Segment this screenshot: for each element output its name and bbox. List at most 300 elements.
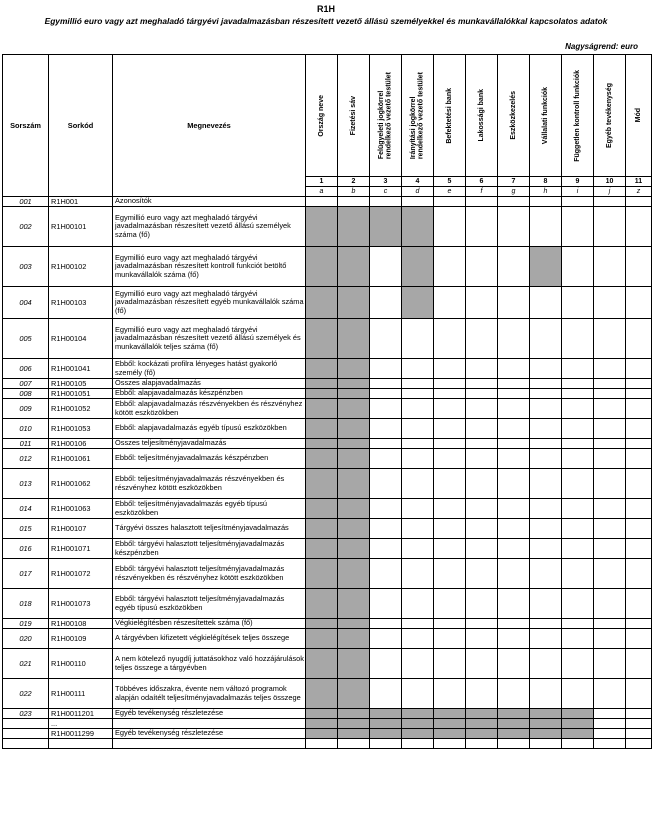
data-cell[interactable] xyxy=(626,719,652,729)
data-cell[interactable] xyxy=(498,399,530,419)
data-cell[interactable] xyxy=(370,739,402,749)
data-cell[interactable] xyxy=(402,439,434,449)
data-cell[interactable] xyxy=(530,287,562,319)
data-cell[interactable] xyxy=(626,319,652,359)
data-cell[interactable] xyxy=(594,319,626,359)
col-number: 6 xyxy=(466,177,498,187)
data-cell[interactable] xyxy=(498,287,530,319)
col-letter: d xyxy=(402,187,434,197)
data-cell[interactable] xyxy=(530,419,562,439)
data-cell[interactable] xyxy=(562,539,594,559)
row-sorkod: R1H00103 xyxy=(49,287,113,319)
table-row xyxy=(3,319,652,359)
data-cell[interactable] xyxy=(370,519,402,539)
data-cell[interactable] xyxy=(626,649,652,679)
data-cell[interactable] xyxy=(498,197,530,207)
data-cell[interactable] xyxy=(402,519,434,539)
data-cell[interactable] xyxy=(498,629,530,649)
data-cell[interactable] xyxy=(530,379,562,389)
data-cell[interactable] xyxy=(434,739,466,749)
data-cell[interactable] xyxy=(402,389,434,399)
data-cell[interactable] xyxy=(498,539,530,559)
data-cell xyxy=(306,379,338,389)
data-cell[interactable] xyxy=(402,499,434,519)
data-cell xyxy=(402,247,434,287)
data-cell xyxy=(562,729,594,739)
row-sorkod: R1H001061 xyxy=(49,449,113,469)
data-cell[interactable] xyxy=(562,379,594,389)
data-cell[interactable] xyxy=(434,469,466,499)
data-cell[interactable] xyxy=(402,589,434,619)
row-sorkod: R1H00102 xyxy=(49,247,113,287)
data-cell[interactable] xyxy=(562,469,594,499)
data-cell[interactable] xyxy=(498,449,530,469)
data-cell[interactable] xyxy=(402,449,434,469)
data-cell[interactable] xyxy=(370,389,402,399)
data-cell[interactable] xyxy=(402,319,434,359)
data-cell[interactable] xyxy=(498,319,530,359)
col-number: 2 xyxy=(338,177,370,187)
col-number: 5 xyxy=(434,177,466,187)
data-cell[interactable] xyxy=(594,379,626,389)
data-cell[interactable] xyxy=(434,439,466,449)
data-cell xyxy=(338,247,370,287)
data-cell[interactable] xyxy=(370,649,402,679)
header-col-4: Irányítási jogkörrel rendelkező vezető testület xyxy=(402,55,434,177)
data-cell[interactable] xyxy=(562,679,594,709)
header-megnevezes: Megnevezés xyxy=(113,55,306,197)
row-megnevezes: Összes teljesítményjavadalmazás xyxy=(113,439,306,449)
col-number: 11 xyxy=(626,177,652,187)
data-cell[interactable] xyxy=(370,379,402,389)
data-cell[interactable] xyxy=(626,559,652,589)
data-cell[interactable] xyxy=(594,719,626,729)
data-cell xyxy=(338,439,370,449)
data-cell[interactable] xyxy=(370,619,402,629)
data-cell xyxy=(306,619,338,629)
row-sorszam: 013 xyxy=(3,469,49,499)
data-cell[interactable] xyxy=(466,619,498,629)
row-megnevezes: Ebből: alapjavadalmazás részvényekben és részvényhez kötött eszközökben xyxy=(113,399,306,419)
data-cell xyxy=(306,359,338,379)
data-cell[interactable] xyxy=(434,419,466,439)
data-cell[interactable] xyxy=(402,649,434,679)
data-cell[interactable] xyxy=(466,439,498,449)
data-cell[interactable] xyxy=(626,679,652,709)
row-sorszam: 008 xyxy=(3,389,49,399)
data-cell[interactable] xyxy=(594,629,626,649)
data-cell[interactable] xyxy=(466,519,498,539)
row-sorkod: R1H001 xyxy=(49,197,113,207)
data-cell[interactable] xyxy=(594,449,626,469)
data-cell[interactable] xyxy=(530,649,562,679)
data-cell[interactable] xyxy=(562,287,594,319)
data-cell[interactable] xyxy=(530,439,562,449)
data-cell[interactable] xyxy=(626,379,652,389)
data-cell[interactable] xyxy=(402,739,434,749)
data-cell[interactable] xyxy=(594,649,626,679)
data-cell[interactable] xyxy=(626,359,652,379)
data-cell xyxy=(338,649,370,679)
data-cell xyxy=(338,499,370,519)
data-cell[interactable] xyxy=(370,499,402,519)
data-cell[interactable] xyxy=(594,519,626,539)
table-row xyxy=(3,559,652,589)
data-cell[interactable] xyxy=(626,589,652,619)
data-cell[interactable] xyxy=(562,419,594,439)
data-cell xyxy=(306,439,338,449)
data-cell[interactable] xyxy=(402,469,434,499)
data-cell[interactable] xyxy=(594,207,626,247)
data-cell[interactable] xyxy=(434,589,466,619)
header-col-5: Befektetési bank xyxy=(434,55,466,177)
data-cell[interactable] xyxy=(498,359,530,379)
data-cell[interactable] xyxy=(594,679,626,709)
data-cell xyxy=(530,719,562,729)
data-cell[interactable] xyxy=(466,539,498,559)
col-letter: h xyxy=(530,187,562,197)
data-cell[interactable] xyxy=(562,207,594,247)
data-cell[interactable] xyxy=(370,559,402,589)
row-megnevezes: Ebből: teljesítményjavadalmazás készpénzben xyxy=(113,449,306,469)
row-sorszam: 017 xyxy=(3,559,49,589)
data-cell[interactable] xyxy=(562,629,594,649)
data-cell[interactable] xyxy=(466,419,498,439)
data-cell[interactable] xyxy=(594,197,626,207)
data-cell[interactable] xyxy=(370,319,402,359)
row-sorkod: R1H00106 xyxy=(49,439,113,449)
data-cell[interactable] xyxy=(434,449,466,469)
data-cell[interactable] xyxy=(498,559,530,589)
data-cell[interactable] xyxy=(530,499,562,519)
data-cell[interactable] xyxy=(562,619,594,629)
data-cell[interactable] xyxy=(466,389,498,399)
data-cell[interactable] xyxy=(626,499,652,519)
data-cell[interactable] xyxy=(434,207,466,247)
data-cell[interactable] xyxy=(466,287,498,319)
data-cell[interactable] xyxy=(626,729,652,739)
data-cell xyxy=(306,729,338,739)
data-cell xyxy=(306,679,338,709)
data-cell[interactable] xyxy=(370,629,402,649)
data-cell[interactable] xyxy=(626,207,652,247)
row-sorszam: 004 xyxy=(3,287,49,319)
data-cell[interactable] xyxy=(434,287,466,319)
row-megnevezes xyxy=(113,719,306,729)
data-cell[interactable] xyxy=(530,207,562,247)
data-cell[interactable] xyxy=(434,539,466,559)
data-cell[interactable] xyxy=(562,559,594,589)
table-row xyxy=(3,619,652,629)
data-cell[interactable] xyxy=(594,559,626,589)
data-cell[interactable] xyxy=(306,197,338,207)
data-cell[interactable] xyxy=(402,559,434,589)
table-row xyxy=(3,287,652,319)
data-cell[interactable] xyxy=(626,399,652,419)
data-cell[interactable] xyxy=(626,739,652,749)
col-letter: f xyxy=(466,187,498,197)
data-cell[interactable] xyxy=(466,247,498,287)
data-cell[interactable] xyxy=(434,649,466,679)
data-cell[interactable] xyxy=(562,319,594,359)
data-cell[interactable] xyxy=(370,359,402,379)
data-cell[interactable] xyxy=(498,649,530,679)
data-cell[interactable] xyxy=(530,197,562,207)
header-sorszam: Sorszám xyxy=(3,55,49,197)
data-cell xyxy=(338,679,370,709)
data-cell[interactable] xyxy=(594,439,626,449)
table-row xyxy=(3,719,652,729)
table-row xyxy=(3,379,652,389)
data-cell[interactable] xyxy=(626,389,652,399)
data-cell[interactable] xyxy=(434,197,466,207)
data-cell[interactable] xyxy=(466,629,498,649)
row-sorszam: 007 xyxy=(3,379,49,389)
data-cell[interactable] xyxy=(530,449,562,469)
data-cell[interactable] xyxy=(498,207,530,247)
data-cell xyxy=(306,709,338,719)
col-letter: e xyxy=(434,187,466,197)
data-cell[interactable] xyxy=(498,589,530,619)
data-cell[interactable] xyxy=(434,559,466,589)
col-letter: b xyxy=(338,187,370,197)
data-cell[interactable] xyxy=(434,389,466,399)
data-cell[interactable] xyxy=(498,379,530,389)
data-cell[interactable] xyxy=(594,399,626,419)
data-cell[interactable] xyxy=(466,649,498,679)
data-cell[interactable] xyxy=(562,359,594,379)
table-row xyxy=(3,359,652,379)
data-cell[interactable] xyxy=(498,389,530,399)
data-cell[interactable] xyxy=(626,449,652,469)
data-cell[interactable] xyxy=(562,389,594,399)
form-title: Egymillió euro vagy azt meghaladó tárgyévi javadalmazásban részesített vezető állású személyekkel és munkavállalókkal kapcsolatos adatok xyxy=(44,16,608,26)
data-cell[interactable] xyxy=(402,629,434,649)
data-cell[interactable] xyxy=(466,499,498,519)
data-cell[interactable] xyxy=(402,419,434,439)
data-cell[interactable] xyxy=(370,469,402,499)
data-cell[interactable] xyxy=(562,197,594,207)
data-cell[interactable] xyxy=(626,619,652,629)
data-cell[interactable] xyxy=(498,469,530,499)
data-cell[interactable] xyxy=(466,379,498,389)
data-cell[interactable] xyxy=(530,519,562,539)
data-cell[interactable] xyxy=(434,519,466,539)
header-sorkod: Sorkód xyxy=(49,55,113,197)
data-cell[interactable] xyxy=(626,629,652,649)
data-cell xyxy=(338,719,370,729)
table-row xyxy=(3,629,652,649)
data-cell[interactable] xyxy=(530,399,562,419)
data-cell[interactable] xyxy=(466,399,498,419)
data-cell[interactable] xyxy=(530,539,562,559)
data-cell xyxy=(338,399,370,419)
data-cell[interactable] xyxy=(530,469,562,499)
row-sorszam: 018 xyxy=(3,589,49,619)
data-cell[interactable] xyxy=(626,287,652,319)
data-cell[interactable] xyxy=(370,589,402,619)
data-cell[interactable] xyxy=(594,359,626,379)
data-cell[interactable] xyxy=(338,197,370,207)
row-megnevezes xyxy=(113,739,306,749)
data-cell xyxy=(466,719,498,729)
data-cell[interactable] xyxy=(562,589,594,619)
data-cell[interactable] xyxy=(338,739,370,749)
data-cell[interactable] xyxy=(498,519,530,539)
data-cell[interactable] xyxy=(594,619,626,629)
data-cell[interactable] xyxy=(434,499,466,519)
data-cell[interactable] xyxy=(594,247,626,287)
row-megnevezes: A nem kötelező nyugdíj juttatásokhoz való hozzájárulások teljes összege a tárgyévben xyxy=(113,649,306,679)
data-cell[interactable] xyxy=(466,197,498,207)
data-cell[interactable] xyxy=(594,419,626,439)
data-cell[interactable] xyxy=(498,679,530,709)
data-cell[interactable] xyxy=(498,499,530,519)
data-cell[interactable] xyxy=(498,439,530,449)
data-cell[interactable] xyxy=(626,539,652,559)
data-cell[interactable] xyxy=(562,739,594,749)
data-cell[interactable] xyxy=(594,539,626,559)
data-cell[interactable] xyxy=(466,559,498,589)
data-cell[interactable] xyxy=(466,739,498,749)
data-cell[interactable] xyxy=(626,439,652,449)
data-cell[interactable] xyxy=(370,399,402,419)
data-cell[interactable] xyxy=(530,389,562,399)
data-cell[interactable] xyxy=(370,439,402,449)
data-cell[interactable] xyxy=(466,589,498,619)
data-cell[interactable] xyxy=(466,359,498,379)
data-cell[interactable] xyxy=(434,359,466,379)
data-cell[interactable] xyxy=(466,469,498,499)
data-cell[interactable] xyxy=(562,519,594,539)
data-cell[interactable] xyxy=(626,469,652,499)
data-cell xyxy=(306,499,338,519)
data-cell[interactable] xyxy=(594,469,626,499)
data-cell[interactable] xyxy=(530,319,562,359)
table-row xyxy=(3,197,652,207)
data-cell[interactable] xyxy=(498,419,530,439)
data-cell[interactable] xyxy=(530,359,562,379)
row-sorkod: R1H00107 xyxy=(49,519,113,539)
data-cell xyxy=(434,709,466,719)
data-cell xyxy=(562,719,594,729)
data-cell[interactable] xyxy=(594,709,626,719)
row-sorszam: 006 xyxy=(3,359,49,379)
data-cell[interactable] xyxy=(434,399,466,419)
row-sorszam: 002 xyxy=(3,207,49,247)
data-cell[interactable] xyxy=(434,629,466,649)
data-cell xyxy=(338,469,370,499)
data-cell[interactable] xyxy=(594,729,626,739)
data-cell[interactable] xyxy=(594,499,626,519)
data-cell xyxy=(370,207,402,247)
header-col-6: Lakossági bank xyxy=(466,55,498,177)
data-cell[interactable] xyxy=(562,399,594,419)
table-row xyxy=(3,399,652,419)
col-letter: j xyxy=(594,187,626,197)
data-cell[interactable] xyxy=(370,287,402,319)
data-cell[interactable] xyxy=(466,449,498,469)
row-megnevezes: Ebből: tárgyévi halasztott teljesítményjavadalmazás készpénzben xyxy=(113,539,306,559)
table-row xyxy=(3,709,652,719)
data-cell[interactable] xyxy=(562,499,594,519)
data-cell xyxy=(306,469,338,499)
data-cell[interactable] xyxy=(402,399,434,419)
row-megnevezes: Ebből: teljesítményjavadalmazás egyéb típusú eszközökben xyxy=(113,499,306,519)
data-cell[interactable] xyxy=(466,679,498,709)
data-cell[interactable] xyxy=(562,247,594,287)
table-row xyxy=(3,449,652,469)
data-cell[interactable] xyxy=(626,709,652,719)
data-cell[interactable] xyxy=(626,197,652,207)
data-cell xyxy=(402,287,434,319)
data-cell[interactable] xyxy=(370,419,402,439)
data-cell[interactable] xyxy=(370,449,402,469)
data-cell[interactable] xyxy=(466,207,498,247)
data-cell[interactable] xyxy=(562,449,594,469)
data-cell[interactable] xyxy=(306,739,338,749)
data-cell[interactable] xyxy=(466,319,498,359)
data-cell[interactable] xyxy=(626,519,652,539)
data-cell[interactable] xyxy=(530,679,562,709)
report-table xyxy=(2,54,652,749)
data-cell[interactable] xyxy=(434,319,466,359)
data-cell[interactable] xyxy=(402,539,434,559)
data-cell[interactable] xyxy=(402,619,434,629)
data-cell[interactable] xyxy=(402,679,434,709)
data-cell[interactable] xyxy=(530,589,562,619)
data-cell[interactable] xyxy=(370,539,402,559)
data-cell[interactable] xyxy=(434,247,466,287)
data-cell xyxy=(530,729,562,739)
data-cell[interactable] xyxy=(594,739,626,749)
data-cell[interactable] xyxy=(626,247,652,287)
data-cell[interactable] xyxy=(498,619,530,629)
row-sorkod: R1H001052 xyxy=(49,399,113,419)
data-cell xyxy=(402,729,434,739)
data-cell[interactable] xyxy=(434,379,466,389)
row-megnevezes: Többéves időszakra, évente nem változó programok alapján odaítélt teljesítményjavadalmazás teljes összege xyxy=(113,679,306,709)
header-col-2: Fizetési sáv xyxy=(338,55,370,177)
data-cell[interactable] xyxy=(594,589,626,619)
data-cell xyxy=(306,539,338,559)
data-cell[interactable] xyxy=(402,197,434,207)
data-cell[interactable] xyxy=(498,247,530,287)
data-cell[interactable] xyxy=(594,389,626,399)
data-cell[interactable] xyxy=(530,739,562,749)
row-sorkod xyxy=(49,739,113,749)
data-cell[interactable] xyxy=(402,379,434,389)
data-cell[interactable] xyxy=(434,679,466,709)
data-cell[interactable] xyxy=(530,619,562,629)
data-cell[interactable] xyxy=(370,679,402,709)
data-cell[interactable] xyxy=(530,629,562,649)
table-row xyxy=(3,589,652,619)
data-cell[interactable] xyxy=(434,619,466,629)
row-sorszam: 014 xyxy=(3,499,49,519)
data-cell[interactable] xyxy=(562,649,594,679)
data-cell[interactable] xyxy=(498,739,530,749)
row-megnevezes: A tárgyévben kifizetett végkielégítések teljes összege xyxy=(113,629,306,649)
data-cell xyxy=(306,389,338,399)
data-cell[interactable] xyxy=(626,419,652,439)
data-cell[interactable] xyxy=(594,287,626,319)
data-cell[interactable] xyxy=(402,359,434,379)
data-cell[interactable] xyxy=(530,559,562,589)
data-cell[interactable] xyxy=(562,439,594,449)
data-cell[interactable] xyxy=(370,197,402,207)
data-cell[interactable] xyxy=(370,247,402,287)
